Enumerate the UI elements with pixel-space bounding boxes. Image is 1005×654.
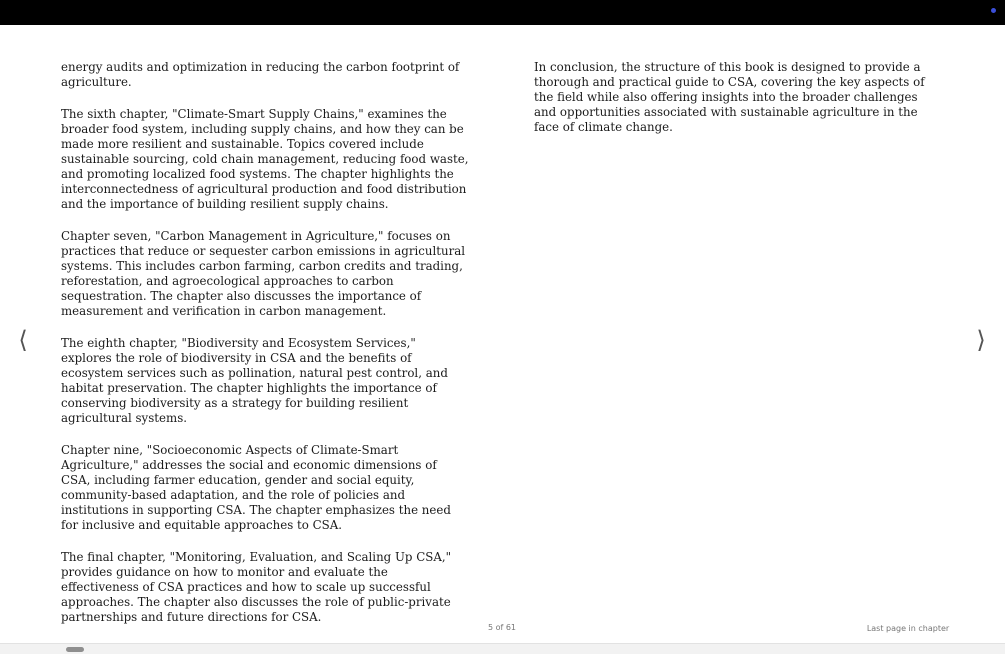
paragraph: The final chapter, "Monitoring, Evaluation, and Scaling Up CSA," provides guidance on how to monitor and evaluate the effectiveness of CSA practices and how to scale up successful approaches. The chapter also discusses the role of public-private partnerships and future directions for CSA. (61, 550, 452, 624)
chapter-status: Last page in chapter (866, 624, 950, 633)
left-page-column (61, 60, 469, 642)
scrubber-handle[interactable] (66, 647, 84, 652)
chevron-left-icon: ⟨ (18, 326, 28, 354)
page-scrubber[interactable] (0, 643, 1005, 654)
right-page-column (534, 60, 938, 152)
top-bar (0, 0, 1005, 25)
paragraph: Chapter seven, "Carbon Management in Agriculture," focuses on practices that reduce or sequester carbon emissions in agricultural systems. This includes carbon farming, carbon credits and trading, reforestation, and agroecological approaches to carbon sequestration. The chapter also discusses the importance of measurement and verification in carbon management. (61, 229, 466, 318)
paragraph: Chapter nine, "Socioeconomic Aspects of Climate-Smart Agriculture," addresses the social and economic dimensions of CSA, including farmer education, gender and social equity, community-based adaptation, and the role of policies and institutions in supporting CSA. The chapter emphasizes the need for inclusive and equitable approaches to CSA. (61, 443, 451, 532)
status-indicator-dot (991, 8, 996, 13)
next-page-button[interactable] (971, 325, 991, 355)
paragraph: The eighth chapter, "Biodiversity and Ecosystem Services," explores the role of biodiversity in CSA and the benefits of ecosystem services such as pollination, natural pest control, and habitat preservation. The chapter highlights the importance of conserving biodiversity as a strategy for building resilient agricultural systems. (61, 336, 448, 425)
previous-page-button[interactable] (13, 325, 33, 355)
paragraph: energy audits and optimization in reducing the carbon footprint of agriculture. (61, 60, 460, 89)
paragraph: In conclusion, the structure of this book is designed to provide a thorough and practical guide to CSA, covering the key aspects of the field while also offering insights into the broader challenges and opportunities associated with sustainable agriculture in the face of climate change. (534, 60, 925, 134)
paragraph: The sixth chapter, "Climate-Smart Supply Chains," examines the broader food system, including supply chains, and how they can be made more resilient and sustainable. Topics covered include sustainable sourcing, cold chain management, reducing food waste, and promoting localized food systems. The chapter highlights the interconnectedness of agricultural production and food distribution and the importance of building resilient supply chains. (61, 107, 469, 211)
chevron-right-icon: ⟩ (976, 326, 986, 354)
page-counter: 5 of 61 (487, 623, 517, 632)
